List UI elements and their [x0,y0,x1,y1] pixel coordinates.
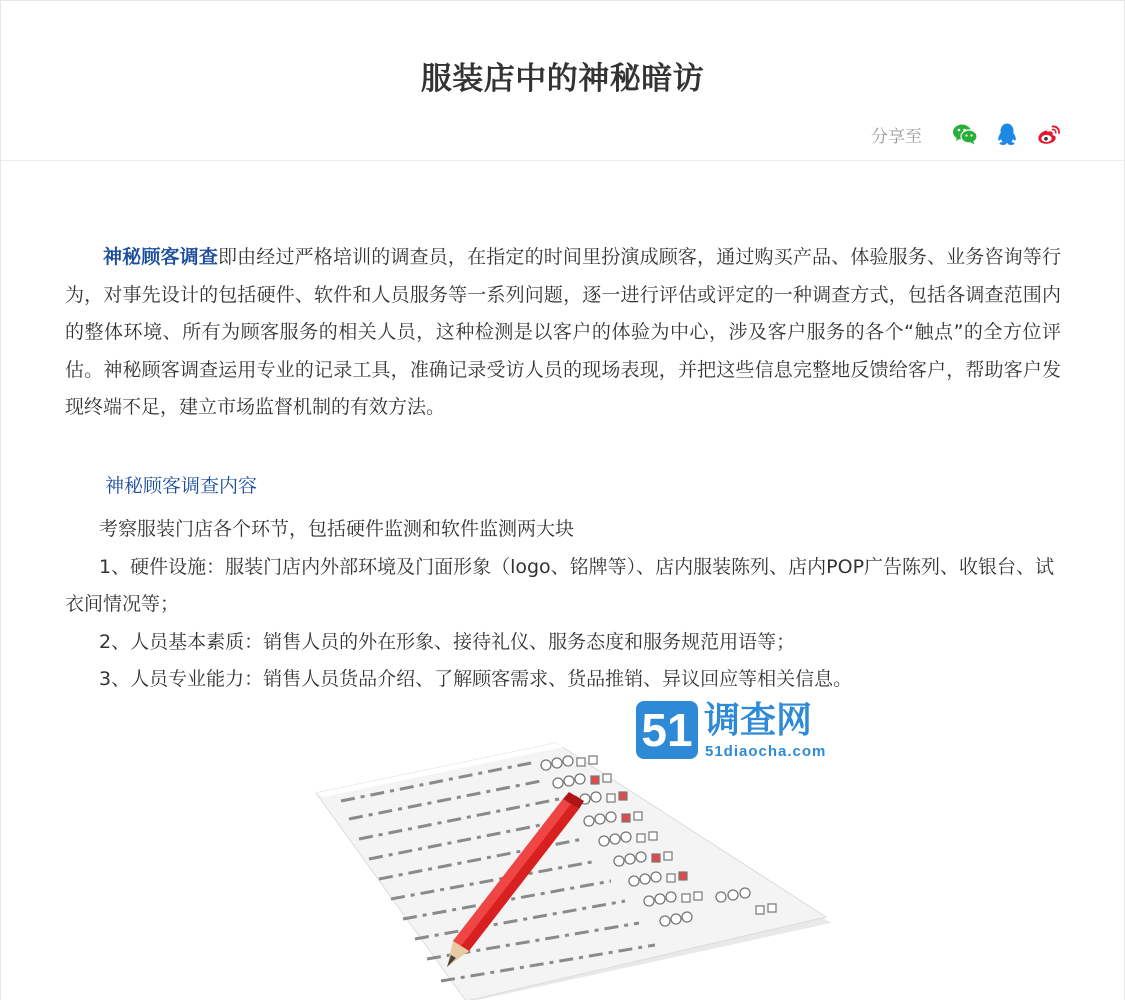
list-item: 2、人员基本素质：销售人员的外在形象、接待礼仪、服务态度和服务规范用语等； [99,630,796,653]
content-list [65,511,1061,699]
list-item: 考察服装门店各个环节，包括硬件监测和软件监测两大块 [99,518,575,540]
intro-text: 即由经过严格培训的调查员，在指定的时间里扮演成顾客，通过购买产品、体验服务、业务咨询等行为，对事先设计的包括硬件、软件和人员服务等一系列问题，逐一进行评估或评定的一种调查方式，包括各调查范围内的整体环境、所有为顾客服务的相关人员，这种检测是以客户的体验为中心，涉及客户服务的各个“触点”的全方位评估。神秘顾客调查运用专业的记录工具，准确记录受访人员的现场表现，并把这些信息完整地反馈给客户，帮助客户发现终端不足，建立市场监督机制的有效方法。 [65,246,1061,418]
intro-paragraph [65,239,1061,427]
page-title: 服装店中的神秘暗访 [420,61,705,97]
watermark-domain: 51diaocha.com [705,743,827,760]
share-bar [871,121,1062,147]
site-watermark-logo [636,699,866,769]
share-label: 分享至 [871,126,922,147]
article-header [1,1,1124,161]
list-item: 1、硬件设施：服装门店内外部环境及门面形象（logo、铭牌等）、店内服装陈列、店内POP广告陈列、收银台、试衣间情况等； [65,555,1055,615]
watermark-brand: 调查网 [704,700,813,741]
watermark-number: 51 [641,704,693,756]
article-intro [65,239,1061,427]
qq-icon[interactable] [994,121,1020,147]
section-heading: 神秘顾客调查内容 [105,475,258,497]
wechat-icon[interactable] [952,121,978,147]
list-item: 3、人员专业能力：销售人员货品介绍、了解顾客需求、货品推销、异议回应等相关信息。 [99,668,853,690]
intro-keyword: 神秘顾客调查 [103,246,218,268]
weibo-icon[interactable] [1036,121,1062,147]
